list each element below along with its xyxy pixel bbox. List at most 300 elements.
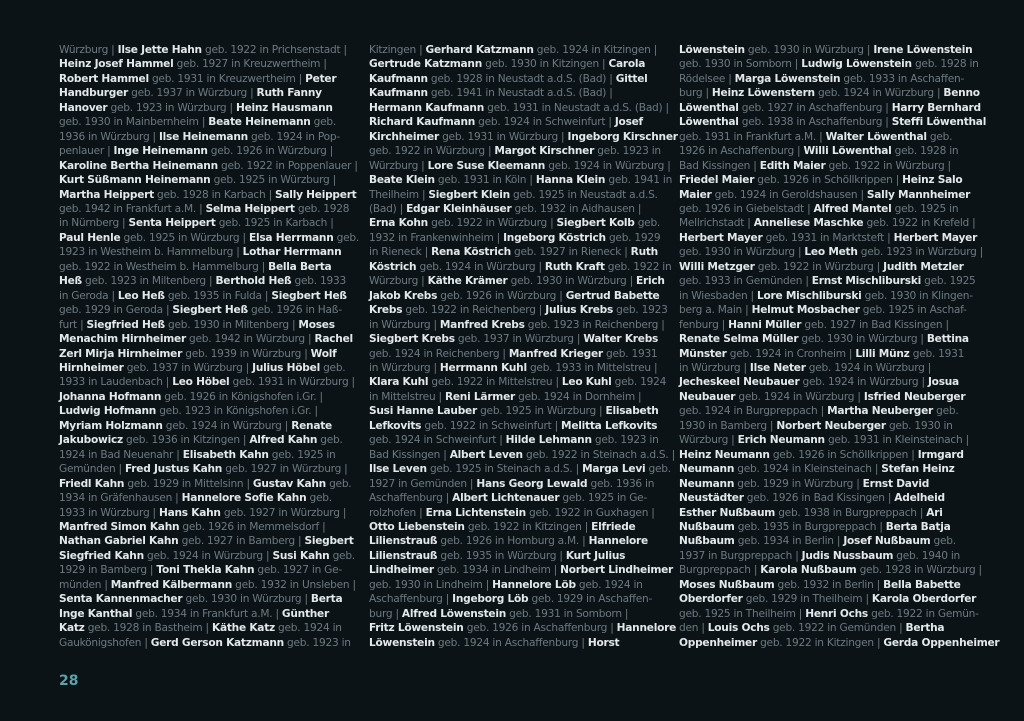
birth-info: geb. 1927 in Bamberg |	[178, 535, 305, 548]
birth-info: in Mittelstreu |	[369, 390, 445, 403]
text-line	[59, 404, 359, 418]
person-name: Albert Leven	[449, 448, 523, 461]
text-line	[369, 448, 678, 462]
birth-info: Mellrichstadt |	[679, 217, 754, 230]
text-line	[679, 188, 999, 202]
text-line	[369, 57, 678, 71]
birth-info: geb.	[306, 492, 332, 505]
birth-info: geb. 1928 in	[891, 145, 959, 158]
birth-info: geb. 1926 in Bad Kissingen |	[743, 492, 895, 505]
birth-info: geb. 1922 in Poppenlauer |	[217, 159, 358, 172]
birth-info: geb. 1937 in Würzburg |	[454, 333, 584, 346]
text-line	[369, 159, 678, 173]
birth-info: geb. 1925 in	[268, 448, 336, 461]
person-name: Norbert Neuberger	[776, 419, 886, 432]
birth-info: geb. 1924 in	[575, 578, 643, 591]
birth-info: geb. 1922 in Krefeld |	[863, 217, 976, 230]
person-name: Karola Oberdorfer	[871, 593, 977, 606]
text-line	[59, 592, 359, 606]
birth-info: burg |	[369, 607, 402, 620]
text-line	[59, 72, 359, 86]
birth-info: geb. 1931 in Kreuzwertheim |	[148, 72, 306, 85]
text-line	[679, 534, 999, 548]
person-name: Hirnheimer	[59, 361, 124, 374]
birth-info: geb. 1930 in Würzburg |	[679, 246, 805, 259]
birth-info: 1937 in Burgpreppach |	[679, 549, 802, 562]
person-name: Hannelore Sofie Kahn	[181, 492, 307, 505]
person-name: Julius Höbel	[252, 361, 320, 374]
text-line	[679, 130, 999, 144]
person-name: Otto Liebenstein	[369, 520, 465, 533]
birth-info: geb.	[319, 361, 346, 374]
birth-info: 1923 in Westheim b. Hammelburg |	[59, 246, 243, 259]
text-column-3	[679, 43, 999, 650]
person-name: Gertrude Katzmann	[369, 58, 483, 71]
birth-info: geb. 1925 in Theilheim |	[679, 607, 806, 620]
text-line	[59, 433, 359, 447]
birth-info: geb. 1922 in Mittelstreu |	[428, 376, 562, 389]
text-line	[369, 462, 678, 476]
person-name: Erna Kohn	[369, 217, 428, 230]
birth-info: geb. 1932 in Berlin |	[774, 578, 884, 591]
birth-info: geb. 1931 in Somborn |	[506, 607, 629, 620]
birth-info: geb. 1941 in	[605, 174, 673, 187]
person-name: Elisabeth Kahn	[182, 448, 269, 461]
birth-info: geb. 1929 in Aschaffen-	[528, 593, 653, 606]
birth-info: geb. 1924 in Dornheim |	[515, 390, 642, 403]
text-line	[369, 101, 678, 115]
person-name: Siegfried Kahn	[59, 549, 144, 562]
person-name: Susi Hanne Lauber	[369, 405, 477, 418]
person-name: Reni Lärmer	[444, 390, 515, 403]
text-line	[369, 144, 678, 158]
person-name: Senta Heippert	[128, 217, 216, 230]
person-name: Berthold Heß	[215, 275, 292, 288]
birth-info: geb. 1935 in Würzburg |	[437, 549, 566, 562]
birth-info: Gemünden |	[59, 463, 125, 476]
text-line	[59, 375, 359, 389]
person-name: Jakubowicz	[59, 434, 123, 447]
person-name: Renate	[291, 419, 332, 432]
birth-info: 1933 in Laudenbach |	[59, 376, 173, 389]
birth-info: in Würzburg |	[369, 361, 440, 374]
birth-info: Kitzingen |	[369, 44, 426, 56]
birth-info: geb. 1929 in Mittelsinn |	[124, 477, 253, 490]
text-line	[59, 101, 359, 115]
birth-info: Aschaffenburg |	[369, 593, 453, 606]
person-name: Leo Meth	[804, 246, 858, 259]
text-line	[369, 491, 678, 505]
text-line	[369, 404, 678, 418]
person-name: Horst	[587, 636, 620, 649]
birth-info: geb. 1928	[294, 202, 350, 215]
text-line	[369, 289, 678, 303]
birth-info: geb. 1922 in Schweinfurt |	[421, 419, 562, 432]
birth-info: fenburg |	[679, 318, 729, 331]
text-line	[679, 289, 999, 303]
text-line	[369, 607, 678, 621]
text-line	[679, 578, 999, 592]
person-name: Irmgard	[917, 448, 964, 461]
person-name: Nußbaum	[679, 520, 735, 533]
birth-info: geb. 1929	[605, 231, 661, 244]
person-name: Kurt Süßmann Heinemann	[59, 174, 211, 187]
text-line	[59, 173, 359, 187]
text-line	[59, 144, 359, 158]
person-name: Judith Metzler	[883, 260, 964, 273]
text-line	[369, 130, 678, 144]
person-name: Walter Löwenthal	[825, 130, 927, 143]
person-name: Sally Mannheimer	[866, 188, 971, 201]
text-line	[679, 101, 999, 115]
text-line	[679, 621, 999, 635]
person-name: Alfred Kahn	[249, 434, 318, 447]
birth-info: geb. 1936 in	[587, 477, 655, 490]
birth-info: geb. 1931	[602, 347, 658, 360]
birth-info: geb. 1937 in Würzburg |	[127, 87, 257, 100]
birth-info: Theilheim |	[369, 188, 429, 201]
person-name: Anneliese Maschke	[753, 217, 864, 230]
person-name: Manfred Kälbermann	[110, 578, 233, 591]
birth-info: geb. 1922 in Würzburg |	[825, 159, 951, 172]
person-name: Siegfried Heß	[86, 318, 165, 331]
person-name: Gertrud Babette	[565, 289, 660, 302]
birth-info: geb. 1931 in Würzburg |	[438, 130, 568, 143]
person-name: Lilienstrauß	[369, 535, 438, 548]
birth-info: geb. 1938 in Aschaffenburg |	[738, 116, 892, 129]
text-line	[59, 347, 359, 361]
birth-info: geb. 1934 in Lindheim |	[433, 564, 561, 577]
text-line	[679, 57, 999, 71]
text-line	[679, 477, 999, 491]
birth-info: geb. 1930 in Würzburg |	[798, 333, 927, 346]
birth-info: geb. 1923 in Königshofen i.Gr. |	[156, 405, 318, 418]
birth-info: geb. 1934 in Berlin |	[734, 535, 844, 548]
text-line	[369, 520, 678, 534]
birth-info: geb. 1923 in	[283, 636, 351, 649]
birth-info: geb.	[926, 130, 953, 143]
person-name: Elisabeth	[605, 405, 659, 418]
birth-info: geb. 1922 in Gemünden |	[769, 622, 906, 635]
birth-info: geb. 1929 in Geroda |	[59, 304, 173, 317]
text-line	[679, 592, 999, 606]
text-line	[369, 188, 678, 202]
person-name: Richard Kaufmann	[369, 116, 476, 129]
birth-info: geb. 1928 in Neustadt a.d.S. (Bad) |	[427, 72, 616, 85]
text-line	[59, 86, 359, 100]
birth-info: geb. 1936 in Kitzingen |	[122, 434, 250, 447]
person-name: Kirchheimer	[369, 130, 439, 143]
text-line	[679, 433, 999, 447]
person-name: Heinz Salo	[902, 174, 963, 187]
birth-info: geb. 1922 in Kitzingen |	[464, 520, 592, 533]
person-name: Siegbert Heß	[172, 304, 248, 317]
birth-info: 1936 in Würzburg |	[59, 130, 159, 143]
birth-info: rolzhofen |	[369, 506, 426, 519]
text-line	[59, 448, 359, 462]
person-name: Johanna Hofmann	[59, 390, 162, 403]
person-name: Ernst David	[862, 477, 930, 490]
text-line	[369, 433, 678, 447]
birth-info: geb. 1938 in Burgpreppach |	[775, 506, 927, 519]
birth-info: geb. 1925	[921, 275, 976, 288]
person-name: Neustädter	[679, 492, 744, 505]
person-name: Peter	[305, 72, 337, 85]
birth-info: 1933 in Würzburg |	[59, 506, 159, 519]
text-line	[679, 607, 999, 621]
person-name: Günther	[281, 607, 329, 620]
person-name: Josef Nußbaum	[843, 535, 931, 548]
person-name: Ernst Mischliburski	[811, 275, 922, 288]
text-line	[59, 57, 359, 71]
text-line	[59, 130, 359, 144]
birth-info: geb.	[933, 405, 959, 418]
birth-info: geb. 1926 in Würzburg |	[437, 289, 566, 302]
person-name: Köstrich	[369, 260, 417, 273]
text-line	[369, 347, 678, 361]
birth-info: geb. 1927 in Kreuzwertheim |	[173, 58, 327, 71]
person-name: Heß	[59, 275, 82, 288]
birth-info: geb. 1926 in Aschaffenburg |	[463, 622, 617, 635]
person-name: Berta Batja	[885, 520, 951, 533]
birth-info: münden |	[59, 578, 111, 591]
birth-info: geb. 1930 in Würzburg |	[507, 275, 637, 288]
text-line	[369, 202, 678, 216]
person-name: Löwenthal	[679, 116, 739, 129]
text-line	[679, 144, 999, 158]
person-name: Hanni Müller	[728, 318, 802, 331]
birth-info: geb. 1925 in Würzburg |	[120, 231, 249, 244]
birth-info: geb. 1930 in	[885, 419, 953, 432]
birth-info: geb. 1924 in Burgpreppach |	[679, 405, 828, 418]
person-name: Manfred Simon Kahn	[59, 520, 180, 533]
birth-info: geb. 1929 in Würzburg |	[734, 477, 863, 490]
text-line	[59, 332, 359, 346]
person-name: Willi Löwenthal	[803, 145, 892, 158]
person-name: Hermann Kaufmann	[369, 101, 485, 114]
birth-info: geb. 1926 in Memmelsdorf |	[179, 520, 326, 533]
birth-info: geb. 1933 in Mittelstreu |	[526, 361, 658, 374]
birth-info: geb. 1927 in Würzburg |	[220, 506, 347, 519]
person-name: Judis Nussbaum	[801, 549, 894, 562]
birth-info: Bad Kissingen |	[369, 448, 450, 461]
birth-info: geb. 1922 in	[604, 260, 672, 273]
birth-info: geb. 1922 in Reichenberg |	[402, 304, 546, 317]
birth-info: geb. 1923 in Reichenberg |	[524, 318, 665, 331]
text-line	[369, 506, 678, 520]
text-line	[59, 607, 359, 621]
birth-info: geb.	[645, 463, 671, 476]
birth-info: 1932 in Frankenwinheim |	[369, 231, 504, 244]
person-name: Edith Maier	[759, 159, 826, 172]
person-name: Oppenheimer	[679, 636, 757, 649]
birth-info: Bad Kissingen |	[679, 159, 760, 172]
person-name: Krebs	[369, 304, 403, 317]
birth-info: geb. 1934 in Frankfurt a.M. |	[132, 607, 282, 620]
birth-info: geb.	[325, 477, 352, 490]
person-name: Siegbert Krebs	[369, 333, 455, 346]
text-line	[369, 43, 678, 57]
birth-info: geb. 1925 in Ge-	[559, 492, 648, 505]
birth-info: geb. 1926 in Schöllkrippen |	[754, 174, 903, 187]
person-name: Steffi Löwenthal	[891, 116, 987, 129]
text-line	[679, 462, 999, 476]
text-line	[369, 621, 678, 635]
text-line	[679, 404, 999, 418]
person-name: Fred Justus Kahn	[125, 463, 223, 476]
text-line	[59, 462, 359, 476]
birth-info: geb. 1930 in Würzburg |	[182, 593, 311, 606]
person-name: Lefkovits	[369, 419, 422, 432]
text-line	[59, 549, 359, 563]
text-line	[59, 202, 359, 216]
person-name: Münster	[679, 347, 727, 360]
person-name: Hans Georg Lewald	[476, 477, 588, 490]
birth-info: geb. 1922 in Gemün-	[867, 607, 979, 620]
text-line	[59, 216, 359, 230]
birth-info: 1930 in Bamberg |	[679, 419, 777, 432]
birth-info: geb. 1939 in Würzburg |	[182, 347, 311, 360]
person-name: Karola Nußbaum	[760, 564, 857, 577]
birth-info: geb. 1930 in Lindheim |	[369, 578, 493, 591]
text-line	[369, 477, 678, 491]
text-line	[369, 390, 678, 404]
person-name: Herbert Mayer	[893, 231, 978, 244]
person-name: Henri Ochs	[805, 607, 868, 620]
text-line	[679, 361, 999, 375]
birth-info: in Nürnberg |	[59, 217, 129, 230]
birth-info: geb. 1932 in Unsleben |	[232, 578, 356, 591]
person-name: Friedl Kahn	[59, 477, 125, 490]
birth-info: geb. 1922 in Würzburg |	[369, 145, 495, 158]
person-name: Karoline Bertha Heinemann	[59, 159, 218, 172]
birth-info: in Würzburg |	[679, 361, 750, 374]
birth-info: penlauer |	[59, 145, 114, 158]
birth-info: geb. 1928 in Würzburg |	[856, 564, 982, 577]
text-column-1	[59, 43, 359, 650]
person-name: Ruth Kraft	[544, 260, 605, 273]
birth-info: geb. 1924 in Würzburg |	[416, 260, 545, 273]
person-name: Rachel	[314, 333, 353, 346]
text-line	[59, 43, 359, 57]
birth-info: geb. 1927 in Rieneck |	[510, 246, 631, 259]
person-name: Heinz Hausmann	[235, 101, 333, 114]
birth-info: geb. 1922 in Kitzingen |	[756, 636, 884, 649]
birth-info: geb. 1926 in Königshofen i.Gr. |	[161, 390, 323, 403]
birth-info: geb.	[310, 116, 337, 129]
person-name: Irene Löwenstein	[873, 44, 973, 56]
person-name: Gustav Kahn	[252, 477, 326, 490]
person-name: Gerda Oppenheimer	[883, 636, 1000, 649]
person-name: Kaufmann	[369, 72, 428, 85]
text-line	[369, 260, 678, 274]
birth-info: geb.	[930, 535, 956, 548]
birth-info: Würzburg |	[679, 434, 738, 447]
person-name: Helmut Mosbacher	[751, 304, 860, 317]
birth-info: geb. 1923 in Würzburg |	[857, 246, 984, 259]
birth-info: geb. 1923	[613, 304, 668, 317]
birth-info: geb. 1924 in Kitzingen |	[533, 44, 658, 56]
birth-info: geb. 1937 in Würzburg |	[123, 361, 253, 374]
birth-info: geb. 1922 in Prichsenstadt |	[201, 44, 347, 56]
person-name: Heinz Josef Hammel	[59, 58, 174, 71]
person-name: Lore Mischliburski	[756, 289, 862, 302]
birth-info: Würzburg |	[369, 275, 428, 288]
text-line	[59, 318, 359, 332]
text-line	[59, 419, 359, 433]
birth-info: geb. 1924 in Würzburg |	[805, 361, 932, 374]
birth-info: in Würzburg |	[369, 318, 440, 331]
birth-info: geb. 1928 in Karbach |	[153, 188, 276, 201]
birth-info: geb. 1927 in Würzburg |	[222, 463, 348, 476]
text-line	[59, 520, 359, 534]
text-line	[369, 563, 678, 577]
birth-info: geb. 1925 in Würzburg |	[210, 174, 336, 187]
text-line	[369, 245, 678, 259]
person-name: Herrmann Kuhl	[439, 361, 527, 374]
person-name: Löwenstein	[369, 636, 435, 649]
person-name: Susi Kahn	[272, 549, 330, 562]
birth-info: geb. 1922 in Westheim b. Hammelburg |	[59, 260, 269, 273]
birth-info: geb. 1925 in Neustadt a.d.S.	[509, 188, 658, 201]
person-name: Hans Kahn	[158, 506, 221, 519]
birth-info: geb. 1926 in Schöllkrippen |	[769, 448, 918, 461]
person-name: Alfred Mantel	[813, 202, 892, 215]
text-line	[59, 477, 359, 491]
text-line	[679, 274, 999, 288]
person-name: Ingeborg Löb	[452, 593, 529, 606]
birth-info: geb. 1933	[291, 275, 346, 288]
person-name: Inge Heinemann	[113, 145, 208, 158]
person-name: Norbert Lindheimer	[560, 564, 674, 577]
birth-info: geb. 1924 in	[274, 622, 342, 635]
person-name: Kurt Julius	[565, 549, 626, 562]
text-line	[59, 303, 359, 317]
person-name: Senta Kannenmacher	[59, 593, 183, 606]
birth-info: geb. 1942 in Frankfurt a.M. |	[59, 202, 206, 215]
person-name: Löwenthal	[679, 101, 739, 114]
birth-info: Burgpreppach |	[679, 564, 761, 577]
person-name: Ilse Neter	[749, 361, 806, 374]
person-name: Ingeborg Köstrich	[503, 231, 606, 244]
person-name: Siegbert Kolb	[556, 217, 635, 230]
text-line	[59, 188, 359, 202]
person-name: Ilse Jette Hahn	[117, 44, 202, 56]
birth-info: geb. 1925 in Karbach |	[215, 217, 334, 230]
person-name: Julius Krebs	[545, 304, 614, 317]
person-name: Kaufmann	[369, 87, 428, 100]
text-line	[369, 375, 678, 389]
text-line	[59, 231, 359, 245]
person-name: Bella Berta	[268, 260, 332, 273]
text-line	[59, 621, 359, 635]
birth-info: 1926 in Aschaffenburg |	[679, 145, 804, 158]
text-line	[369, 274, 678, 288]
birth-info: Gaukönigshofen |	[59, 636, 151, 649]
birth-info: geb. 1930 in Mainbernheim |	[59, 116, 209, 129]
person-name: Ludwig Hofmann	[59, 405, 157, 418]
birth-info: geb. 1926 in Haß-	[247, 304, 342, 317]
text-line	[59, 159, 359, 173]
person-name: Leo Kuhl	[561, 376, 612, 389]
person-name: Albert Lichtenauer	[452, 492, 560, 505]
text-column-2	[369, 43, 678, 650]
birth-info: geb. 1924 in Würzburg |	[799, 376, 928, 389]
birth-info: geb. 1924 in Schweinfurt |	[369, 434, 506, 447]
person-name: Klara Kuhl	[369, 376, 429, 389]
person-name: Ari	[926, 506, 943, 519]
person-name: Moses Nußbaum	[679, 578, 775, 591]
